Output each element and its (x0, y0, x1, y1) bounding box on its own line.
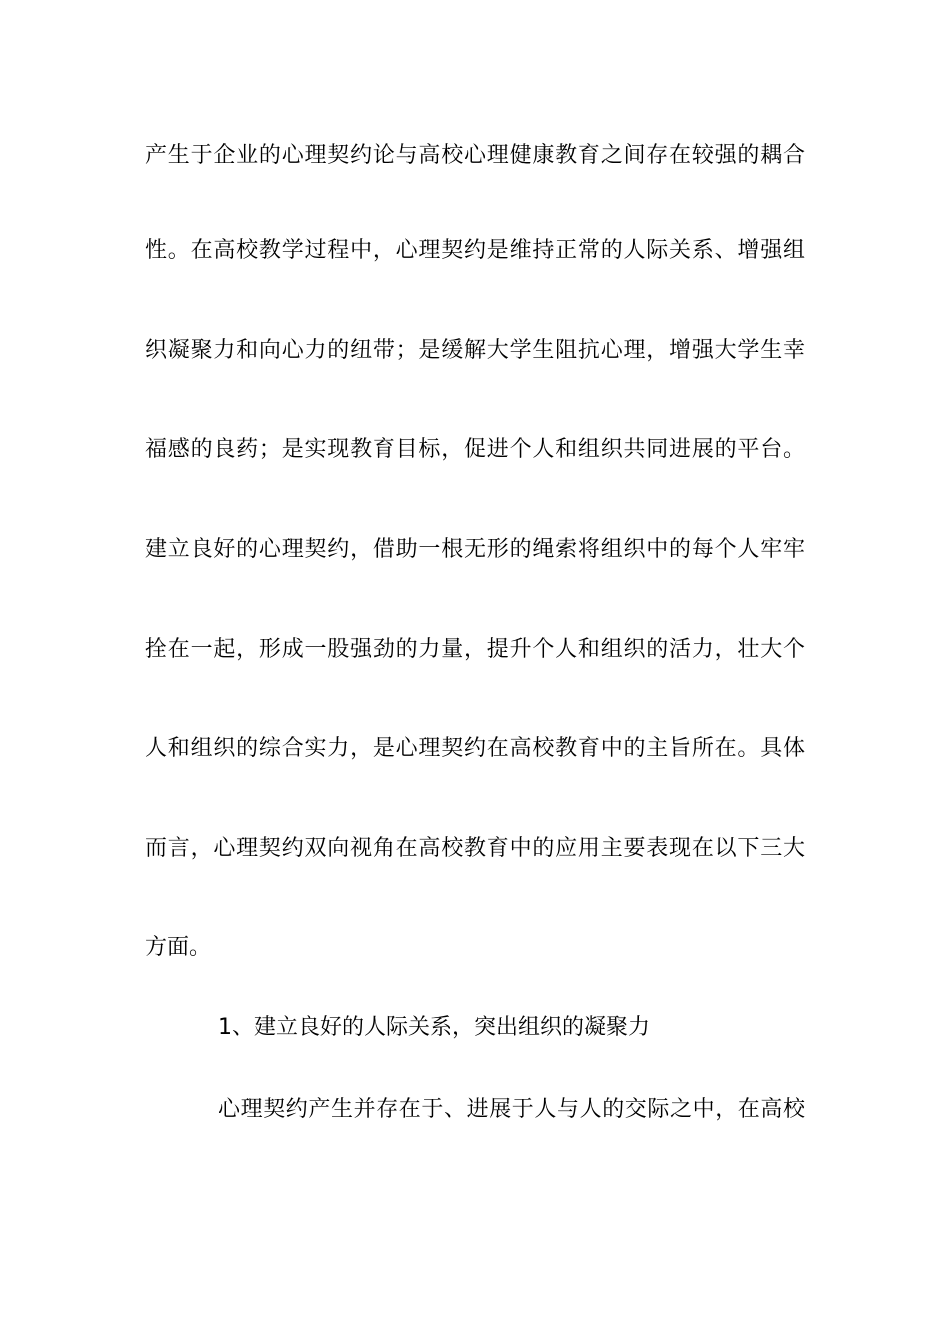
paragraph-2-line-2: 拴在一起，形成一股强劲的力量，提升个人和组织的活力，壮大个 (145, 637, 805, 662)
paragraph-2-line-1: 建立良好的心理契约，借助一根无形的绳索将组织中的每个人牢牢 (145, 537, 805, 562)
paragraph-1-line-4: 福感的良药；是实现教育目标，促进个人和组织共同进展的平台。 (145, 437, 805, 462)
paragraph-2-line-5: 方面。 (145, 935, 212, 960)
paragraph-1-line-1: 产生于企业的心理契约论与高校心理健康教育之间存在较强的耦合 (145, 143, 805, 168)
paragraph-3-line-1: 心理契约产生并存在于、进展于人与人的交际之中，在高校 (218, 1097, 805, 1122)
paragraph-1-line-2: 性。在高校教学过程中，心理契约是维持正常的人际关系、增强组 (145, 238, 805, 263)
section-heading: 1、建立良好的人际关系，突出组织的凝聚力 (218, 1015, 650, 1040)
paragraph-1-line-3: 织凝聚力和向心力的纽带；是缓解大学生阻抗心理，增强大学生幸 (145, 338, 805, 363)
paragraph-2-line-4: 而言，心理契约双向视角在高校教育中的应用主要表现在以下三大 (145, 836, 805, 861)
paragraph-2-line-3: 人和组织的综合实力，是心理契约在高校教育中的主旨所在。具体 (145, 736, 805, 761)
